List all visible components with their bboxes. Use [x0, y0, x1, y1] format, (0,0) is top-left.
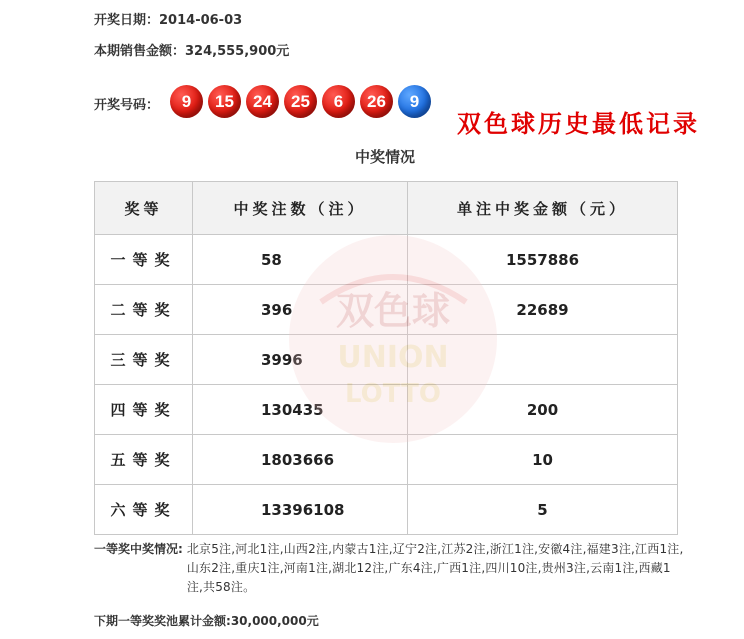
table-row	[95, 385, 678, 435]
red-ball: 25	[284, 85, 317, 118]
draw-date-label: 开奖日期：	[94, 13, 160, 28]
draw-date-value: 2014-06-03	[159, 13, 243, 28]
first-prize-details-text: 北京5注,河北1注,山西2注,内蒙古1注,辽宁2注,江苏2注,浙江1注,安徽4注,福建3注,江西1注,山东2注,重庆1注,河南1注,湖北12注,广东4注,广西1注,四川10注,贵州3注,云南1注,西藏1注,共58注。	[186, 542, 684, 594]
prize-level: 二等奖	[95, 285, 193, 335]
watermark-line1: 双色球	[335, 289, 451, 333]
first-prize-details-label: 一等奖中奖情况:	[94, 542, 183, 556]
winner-count: 13396108	[193, 485, 408, 535]
winner-count: 1803666	[193, 435, 408, 485]
draw-date-row	[94, 9, 242, 28]
prize-amount: 1557886	[408, 235, 678, 285]
table-header-row	[95, 182, 678, 235]
table-row	[95, 485, 678, 535]
prize-level: 五等奖	[95, 435, 193, 485]
prize-pool-row	[94, 612, 319, 629]
red-ball: 9	[170, 85, 203, 118]
watermark-line2: UNION	[337, 340, 449, 375]
prize-amount: 22689	[408, 285, 678, 335]
first-prize-details	[94, 540, 684, 597]
record-annotation: 双色球历史最低记录	[457, 109, 700, 138]
red-ball: 26	[360, 85, 393, 118]
sales-value: 324,555,900元	[185, 44, 290, 59]
table-row	[95, 335, 678, 385]
section-title: 中奖情况	[354, 148, 415, 166]
prize-level: 六等奖	[95, 485, 193, 535]
prize-table	[94, 181, 678, 535]
header-level: 奖等	[95, 182, 193, 235]
prize-amount: 10	[408, 435, 678, 485]
blue-ball: 9	[398, 85, 431, 118]
prize-amount: 5	[408, 485, 678, 535]
winner-count: 130435	[193, 385, 408, 435]
winner-count: 396	[193, 285, 408, 335]
winner-count: 58	[193, 235, 408, 285]
prize-amount: 200	[408, 385, 678, 435]
prize-amount	[408, 335, 678, 385]
watermark-line3: LOTTO	[345, 379, 441, 409]
table-row	[95, 235, 678, 285]
table-row	[95, 435, 678, 485]
red-ball: 6	[322, 85, 355, 118]
header-amount: 单注中奖金额（元）	[408, 182, 678, 235]
winning-numbers-label: 开奖号码：	[94, 98, 160, 113]
table-row	[95, 285, 678, 335]
prize-pool-value: 30,000,000元	[230, 614, 319, 628]
prize-pool-label: 下期一等奖奖池累计金额:	[94, 614, 231, 628]
red-ball: 24	[246, 85, 279, 118]
header-count: 中奖注数（注）	[193, 182, 408, 235]
prize-level: 三等奖	[95, 335, 193, 385]
red-ball: 15	[208, 85, 241, 118]
prize-level: 四等奖	[95, 385, 193, 435]
sales-label: 本期销售金额：	[94, 44, 186, 59]
winner-count: 3996	[193, 335, 408, 385]
prize-level: 一等奖	[95, 235, 193, 285]
winning-numbers	[170, 85, 436, 119]
sales-row	[94, 40, 289, 59]
